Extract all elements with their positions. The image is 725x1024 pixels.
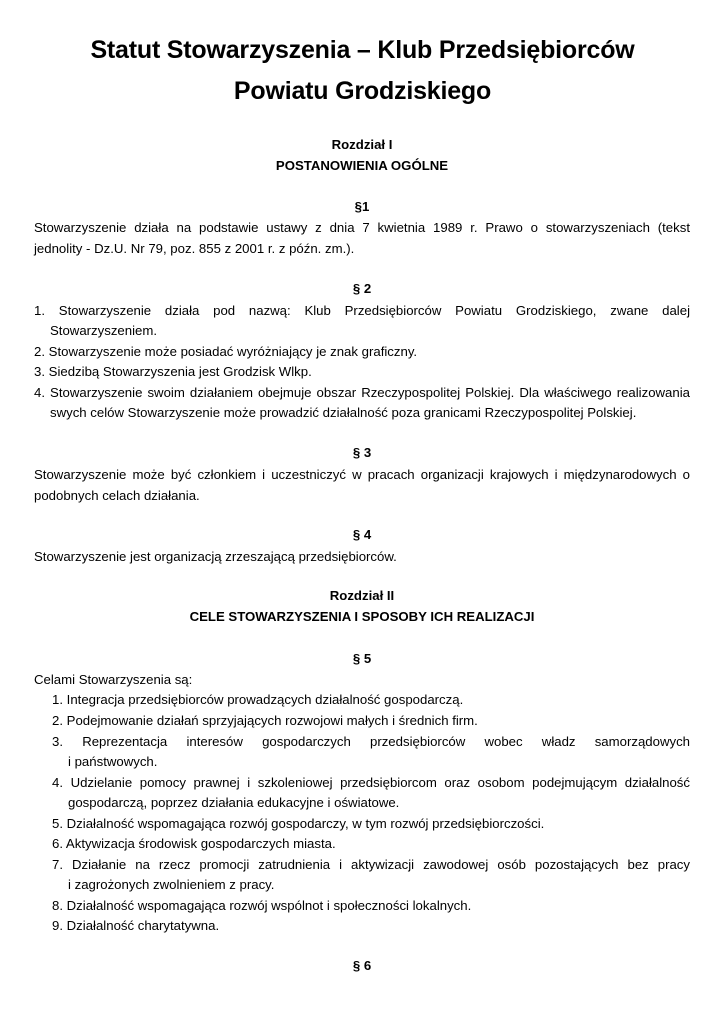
section-4-mark: § 4 <box>352 527 372 542</box>
section-1-line2: jednolity - Dz.U. Nr 79, poz. 855 z 2001 r. z późn. zm.). <box>34 241 355 256</box>
section-5-item3-line2: i państwowych. <box>68 754 158 769</box>
section-3-mark: § 3 <box>352 445 372 460</box>
section-4-text: Stowarzyszenie jest organizacją zrzeszającą przedsiębiorców. <box>34 549 397 564</box>
section-5-item7-line2: i zagrożonych zwolnieniem z pracy. <box>68 877 275 892</box>
section-3-line1: Stowarzyszenie może być członkiem i uczestniczyć w pracach organizacji krajowych i międzynarodowych o <box>34 467 690 482</box>
section-2-item4-line1: 4. Stowarzyszenie swoim działaniem obejmuje obszar Rzeczypospolitej Polskiej. Dla właściwego realizowania <box>34 385 690 400</box>
section-6-mark: § 6 <box>352 958 372 973</box>
section-5-item1: 1. Integracja przedsiębiorców prowadzących działalność gospodarczą. <box>52 692 464 707</box>
section-5-item4-line1: 4. Udzielanie pomocy prawnej i szkoleniowej przedsiębiorcom oraz osobom podejmującym działalność <box>52 775 690 790</box>
section-1-line1: Stowarzyszenie działa na podstawie ustawy z dnia 7 kwietnia 1989 r. Prawo o stowarzyszeniach (tekst <box>34 220 690 235</box>
section-5-item6: 6. Aktywizacja środowisk gospodarczych miasta. <box>52 836 336 851</box>
chapter-1-name: POSTANOWIENIA OGÓLNE <box>275 158 449 173</box>
document-title-line1: Statut Stowarzyszenia – Klub Przedsiębiorców <box>90 36 635 64</box>
section-2-item1-line1: 1. Stowarzyszenie działa pod nazwą: Klub Przedsiębiorców Powiatu Grodziskiego, zwane dalej <box>34 303 690 318</box>
section-2-item4-line2: swych celów Stowarzyszenie może prowadzić działalność poza granicami Rzeczypospolitej Polskiej. <box>50 405 637 420</box>
section-5-item7-line1: 7. Działanie na rzecz promocji zatrudnienia i aktywizacji zawodowej osób pozostających bez pracy <box>52 857 690 872</box>
section-5-item2: 2. Podejmowanie działań sprzyjających rozwojowi małych i średnich firm. <box>52 713 478 728</box>
section-5-item5: 5. Działalność wspomagająca rozwój gospodarczy, w tym rozwój przedsiębiorczości. <box>52 816 545 831</box>
section-2-item2: 2. Stowarzyszenie może posiadać wyróżniający je znak graficzny. <box>34 344 418 359</box>
section-5-item4-line2: gospodarczą, poprzez działania edukacyjne i oświatowe. <box>68 795 400 810</box>
section-5-item3-line1: 3. Reprezentacja interesów gospodarczych przedsiębiorców wobec władz samorządowych <box>52 734 690 749</box>
section-2-item3: 3. Siedzibą Stowarzyszenia jest Grodzisk Wlkp. <box>34 364 312 379</box>
section-5-intro: Celami Stowarzyszenia są: <box>34 672 193 687</box>
chapter-1-number: Rozdział I <box>331 137 393 152</box>
section-5-item8: 8. Działalność wspomagająca rozwój wspólnot i społeczności lokalnych. <box>52 898 472 913</box>
section-5-mark: § 5 <box>352 651 372 666</box>
section-5-item9: 9. Działalność charytatywna. <box>52 918 220 933</box>
section-1-mark: §1 <box>354 199 370 214</box>
document-title-line2: Powiatu Grodziskiego <box>233 77 492 105</box>
section-3-line2: podobnych celach działania. <box>34 488 200 503</box>
chapter-2-name: CELE STOWARZYSZENIA I SPOSOBY ICH REALIZACJI <box>189 609 535 624</box>
section-2-item1-line2: Stowarzyszeniem. <box>50 323 158 338</box>
section-2-mark: § 2 <box>352 281 372 296</box>
chapter-2-number: Rozdział II <box>329 588 395 603</box>
